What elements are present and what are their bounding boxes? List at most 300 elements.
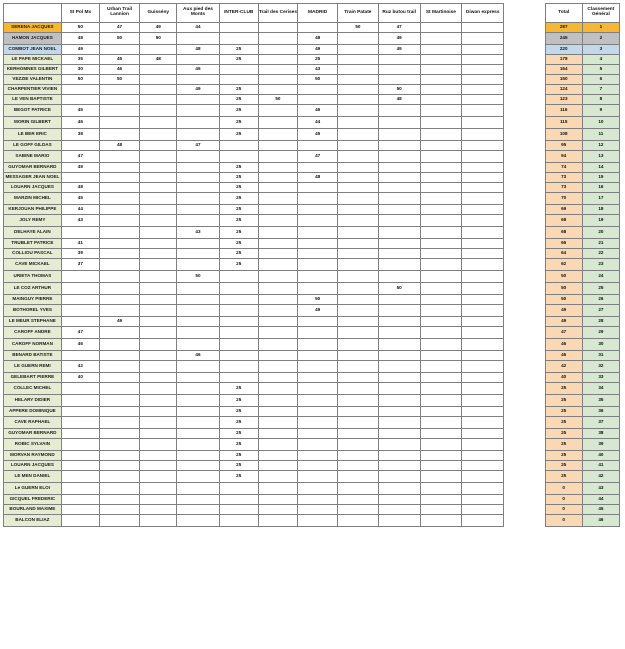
race-score: 45 [177, 65, 219, 75]
race-score [462, 483, 504, 495]
table-row [4, 141, 620, 151]
overall-rank: 10 [582, 117, 619, 129]
race-score [99, 239, 139, 249]
race-score: 30 [61, 65, 99, 75]
race-score [177, 151, 219, 163]
overall-rank: 23 [582, 259, 619, 271]
race-score [140, 271, 177, 283]
race-score [298, 395, 338, 407]
total-score: 49 [545, 317, 582, 327]
total-score: 287 [545, 23, 582, 33]
spacer-cell [504, 451, 545, 461]
total-score: 123 [545, 95, 582, 105]
race-score: 25 [219, 407, 258, 417]
race-score [177, 471, 219, 483]
spacer-cell [504, 55, 545, 65]
race-score [462, 395, 504, 407]
overall-rank: 26 [582, 295, 619, 305]
race-score [420, 373, 461, 383]
spacer-cell [504, 305, 545, 317]
race-score: 48 [378, 95, 420, 105]
race-score [338, 483, 378, 495]
overall-rank: 17 [582, 193, 619, 205]
race-score [462, 495, 504, 505]
race-score [258, 173, 297, 183]
race-score [378, 295, 420, 305]
race-score: 48 [298, 173, 338, 183]
race-score [140, 227, 177, 239]
race-score [61, 407, 99, 417]
race-score [99, 283, 139, 295]
race-score [177, 259, 219, 271]
race-score [462, 33, 504, 45]
race-score: 50 [140, 33, 177, 45]
race-score [140, 407, 177, 417]
race-score [420, 141, 461, 151]
race-score [219, 515, 258, 527]
overall-rank: 33 [582, 373, 619, 383]
race-score [258, 339, 297, 351]
race-score [140, 373, 177, 383]
runner-name: COMBOT JEAN NOEL [4, 45, 62, 55]
race-score [140, 129, 177, 141]
table-body [4, 23, 620, 527]
race-score [298, 183, 338, 193]
race-score [99, 327, 139, 339]
table-row [4, 351, 620, 361]
spacer-cell [504, 373, 545, 383]
ranking-table [3, 3, 620, 527]
race-score: 44 [298, 117, 338, 129]
race-score [140, 351, 177, 361]
race-score: 45 [99, 55, 139, 65]
race-score [61, 95, 99, 105]
spacer-cell [504, 183, 545, 193]
race-score [420, 151, 461, 163]
column-header: Guissény [140, 4, 177, 23]
race-score [420, 395, 461, 407]
race-score [420, 227, 461, 239]
race-score [462, 471, 504, 483]
race-score [462, 327, 504, 339]
race-score: 50 [338, 23, 378, 33]
runner-name: KERJOUAN PHILIPPE [4, 205, 62, 215]
total-score: 74 [545, 163, 582, 173]
race-score: 49 [177, 85, 219, 95]
race-score [140, 85, 177, 95]
race-score [338, 173, 378, 183]
race-score [420, 173, 461, 183]
race-score [177, 395, 219, 407]
race-score [378, 471, 420, 483]
race-score [298, 505, 338, 515]
race-score [462, 95, 504, 105]
spacer-cell [504, 215, 545, 227]
race-score [338, 151, 378, 163]
race-score [140, 327, 177, 339]
total-score: 50 [545, 271, 582, 283]
runner-name: SERENA JACQUES [4, 23, 62, 33]
race-score [99, 295, 139, 305]
race-score: 45 [61, 193, 99, 205]
race-score [420, 65, 461, 75]
race-score [177, 75, 219, 85]
race-score [177, 283, 219, 295]
spacer-cell [504, 395, 545, 407]
race-score: 50 [378, 283, 420, 295]
spacer-cell [504, 505, 545, 515]
total-score: 40 [545, 373, 582, 383]
race-score: 49 [298, 45, 338, 55]
race-score [378, 383, 420, 395]
runner-name: LOUARN JACQUES [4, 183, 62, 193]
runner-name: LE COZ ARTHUR [4, 283, 62, 295]
total-score: 66 [545, 239, 582, 249]
race-score [140, 215, 177, 227]
race-score [61, 395, 99, 407]
race-score [420, 33, 461, 45]
race-score [177, 317, 219, 327]
total-score: 68 [545, 215, 582, 227]
race-score: 47 [61, 327, 99, 339]
runner-name: BENARD BATISTE [4, 351, 62, 361]
race-score [298, 483, 338, 495]
spacer-cell [504, 483, 545, 495]
race-score: 49 [61, 45, 99, 55]
race-score [420, 495, 461, 505]
race-score [462, 451, 504, 461]
runner-name: MORIN GILBERT [4, 117, 62, 129]
spacer-cell [504, 33, 545, 45]
race-score [298, 283, 338, 295]
race-score [338, 193, 378, 205]
race-score [298, 373, 338, 383]
race-score [258, 417, 297, 429]
race-score [258, 361, 297, 373]
total-score: 124 [545, 85, 582, 95]
race-score [298, 259, 338, 271]
race-score [99, 483, 139, 495]
spacer-cell [504, 327, 545, 339]
table-row [4, 95, 620, 105]
race-score [338, 45, 378, 55]
race-score [99, 205, 139, 215]
race-score [462, 461, 504, 471]
runner-name: GELEBART PIERRE [4, 373, 62, 383]
overall-rank: 25 [582, 283, 619, 295]
table-row [4, 339, 620, 351]
overall-rank: 24 [582, 271, 619, 283]
race-score [462, 163, 504, 173]
race-score [99, 271, 139, 283]
race-score [99, 95, 139, 105]
race-score [462, 23, 504, 33]
race-score [338, 117, 378, 129]
race-score: 25 [219, 105, 258, 117]
race-score [420, 339, 461, 351]
race-score: 43 [298, 65, 338, 75]
race-score [462, 295, 504, 305]
race-score: 46 [298, 105, 338, 117]
race-score [462, 151, 504, 163]
table-row [4, 75, 620, 85]
spacer-cell [504, 75, 545, 85]
race-score [99, 193, 139, 205]
race-score [140, 163, 177, 173]
runner-name: COLLEC MICHEL [4, 383, 62, 395]
race-score: 43 [177, 227, 219, 239]
race-score [61, 461, 99, 471]
race-score: 49 [298, 305, 338, 317]
race-score [338, 105, 378, 117]
race-score: 25 [219, 215, 258, 227]
overall-rank: 43 [582, 483, 619, 495]
spacer-cell [504, 141, 545, 151]
race-score: 25 [219, 451, 258, 461]
race-score [99, 471, 139, 483]
total-score: 116 [545, 105, 582, 117]
race-score [177, 33, 219, 45]
overall-rank: 29 [582, 327, 619, 339]
race-score [420, 249, 461, 259]
spacer-cell [504, 271, 545, 283]
race-score [338, 215, 378, 227]
race-score [99, 417, 139, 429]
race-score: 25 [219, 55, 258, 65]
race-score [140, 173, 177, 183]
table-row [4, 283, 620, 295]
race-score: 25 [219, 227, 258, 239]
race-score [140, 193, 177, 205]
race-score: 41 [61, 239, 99, 249]
race-score: 50 [99, 33, 139, 45]
race-score [258, 33, 297, 45]
total-score: 68 [545, 227, 582, 239]
spacer-cell [504, 515, 545, 527]
race-score [338, 259, 378, 271]
runner-name: GICQUEL FREDERIC [4, 495, 62, 505]
runner-name: CAROFF NORMAN [4, 339, 62, 351]
overall-rank: 11 [582, 129, 619, 141]
runner-name: LE PAPE MICKAEL [4, 55, 62, 65]
race-score: 25 [219, 163, 258, 173]
overall-rank: 41 [582, 461, 619, 471]
total-score: 62 [545, 259, 582, 271]
overall-rank: 34 [582, 383, 619, 395]
race-score [177, 239, 219, 249]
race-score [140, 305, 177, 317]
race-score [338, 249, 378, 259]
runner-name: APPERE DOMINIQUE [4, 407, 62, 417]
overall-rank: 39 [582, 439, 619, 451]
race-score [378, 193, 420, 205]
race-score [177, 339, 219, 351]
race-score [420, 163, 461, 173]
race-score [99, 395, 139, 407]
table-row [4, 417, 620, 429]
overall-rank: 1 [582, 23, 619, 33]
runner-name: CAROFF ANDRE [4, 327, 62, 339]
race-score [140, 451, 177, 461]
table-row [4, 305, 620, 317]
race-score [338, 65, 378, 75]
race-score [378, 361, 420, 373]
race-score [378, 163, 420, 173]
race-score [338, 407, 378, 417]
race-score [378, 495, 420, 505]
race-score: 48 [298, 33, 338, 45]
race-score [298, 429, 338, 439]
total-score: 115 [545, 117, 582, 129]
runner-name: LE MEUR STEPHANE [4, 317, 62, 327]
overall-rank: 22 [582, 249, 619, 259]
race-score: 25 [219, 183, 258, 193]
race-score: 48 [61, 33, 99, 45]
race-score [338, 339, 378, 351]
total-score: 0 [545, 505, 582, 515]
race-score [338, 495, 378, 505]
race-score [258, 271, 297, 283]
race-score: 48 [140, 55, 177, 65]
race-score [258, 163, 297, 173]
race-score [420, 117, 461, 129]
table-row [4, 259, 620, 271]
overall-rank: 9 [582, 105, 619, 117]
race-score [420, 55, 461, 65]
overall-rank: 35 [582, 395, 619, 407]
overall-rank: 12 [582, 141, 619, 151]
race-score [140, 429, 177, 439]
table-row [4, 55, 620, 65]
race-score [99, 505, 139, 515]
race-score [219, 141, 258, 151]
spacer-cell [504, 173, 545, 183]
table-row [4, 505, 620, 515]
table-row [4, 471, 620, 483]
race-score [258, 429, 297, 439]
race-score [99, 305, 139, 317]
overall-rank: 5 [582, 65, 619, 75]
table-row [4, 451, 620, 461]
race-score [462, 259, 504, 271]
race-score [140, 295, 177, 305]
race-score [140, 151, 177, 163]
race-score [298, 351, 338, 361]
race-score [338, 271, 378, 283]
race-score [140, 471, 177, 483]
race-score [420, 407, 461, 417]
race-score [298, 471, 338, 483]
total-score: 64 [545, 249, 582, 259]
table-row [4, 295, 620, 305]
total-score: 245 [545, 33, 582, 45]
overall-rank: 30 [582, 339, 619, 351]
race-score [420, 439, 461, 451]
race-score [298, 417, 338, 429]
spacer-cell [504, 117, 545, 129]
race-score [219, 151, 258, 163]
spacer-cell [504, 193, 545, 205]
race-score [140, 75, 177, 85]
race-score [99, 407, 139, 417]
race-score: 25 [219, 173, 258, 183]
race-score [258, 65, 297, 75]
overall-rank: 15 [582, 173, 619, 183]
race-score [420, 461, 461, 471]
race-score [338, 95, 378, 105]
race-score [99, 151, 139, 163]
race-score [378, 339, 420, 351]
race-score [177, 117, 219, 129]
race-score [258, 351, 297, 361]
race-score [420, 383, 461, 395]
overall-rank: 46 [582, 515, 619, 527]
runner-name: DELHAYE ALAIN [4, 227, 62, 239]
race-score [420, 483, 461, 495]
race-score [338, 395, 378, 407]
overall-rank: 19 [582, 215, 619, 227]
race-score: 46 [61, 117, 99, 129]
race-score [61, 429, 99, 439]
race-score [420, 23, 461, 33]
race-score [462, 45, 504, 55]
column-header: MADRID [298, 4, 338, 23]
table-row [4, 183, 620, 193]
total-score: 164 [545, 65, 582, 75]
race-score: 25 [219, 205, 258, 215]
race-score [378, 183, 420, 193]
race-score [219, 495, 258, 505]
race-score [420, 451, 461, 461]
race-score [219, 271, 258, 283]
race-score [462, 105, 504, 117]
race-score [338, 327, 378, 339]
race-score [258, 373, 297, 383]
table-row [4, 271, 620, 283]
race-score [420, 295, 461, 305]
race-score [258, 141, 297, 151]
race-score [338, 305, 378, 317]
race-score [258, 205, 297, 215]
race-score [177, 129, 219, 141]
spacer-cell [504, 85, 545, 95]
race-score [420, 75, 461, 85]
race-score [177, 417, 219, 429]
race-score [338, 505, 378, 515]
spacer-cell [504, 95, 545, 105]
race-score [177, 295, 219, 305]
race-score [378, 151, 420, 163]
race-score [258, 193, 297, 205]
table-row [4, 515, 620, 527]
spacer-cell [504, 439, 545, 451]
race-score [338, 383, 378, 395]
race-score: 25 [219, 429, 258, 439]
race-score [177, 515, 219, 527]
overall-rank: 31 [582, 351, 619, 361]
runner-name: TRUBLET PATRICE [4, 239, 62, 249]
race-score: 49 [378, 45, 420, 55]
total-score: 50 [545, 295, 582, 305]
race-score [258, 495, 297, 505]
race-score: 50 [177, 271, 219, 283]
race-score [258, 45, 297, 55]
table-row [4, 117, 620, 129]
total-score: 94 [545, 151, 582, 163]
runner-name: LE BER ERIC [4, 129, 62, 141]
race-score: 25 [219, 471, 258, 483]
table-row [4, 129, 620, 141]
